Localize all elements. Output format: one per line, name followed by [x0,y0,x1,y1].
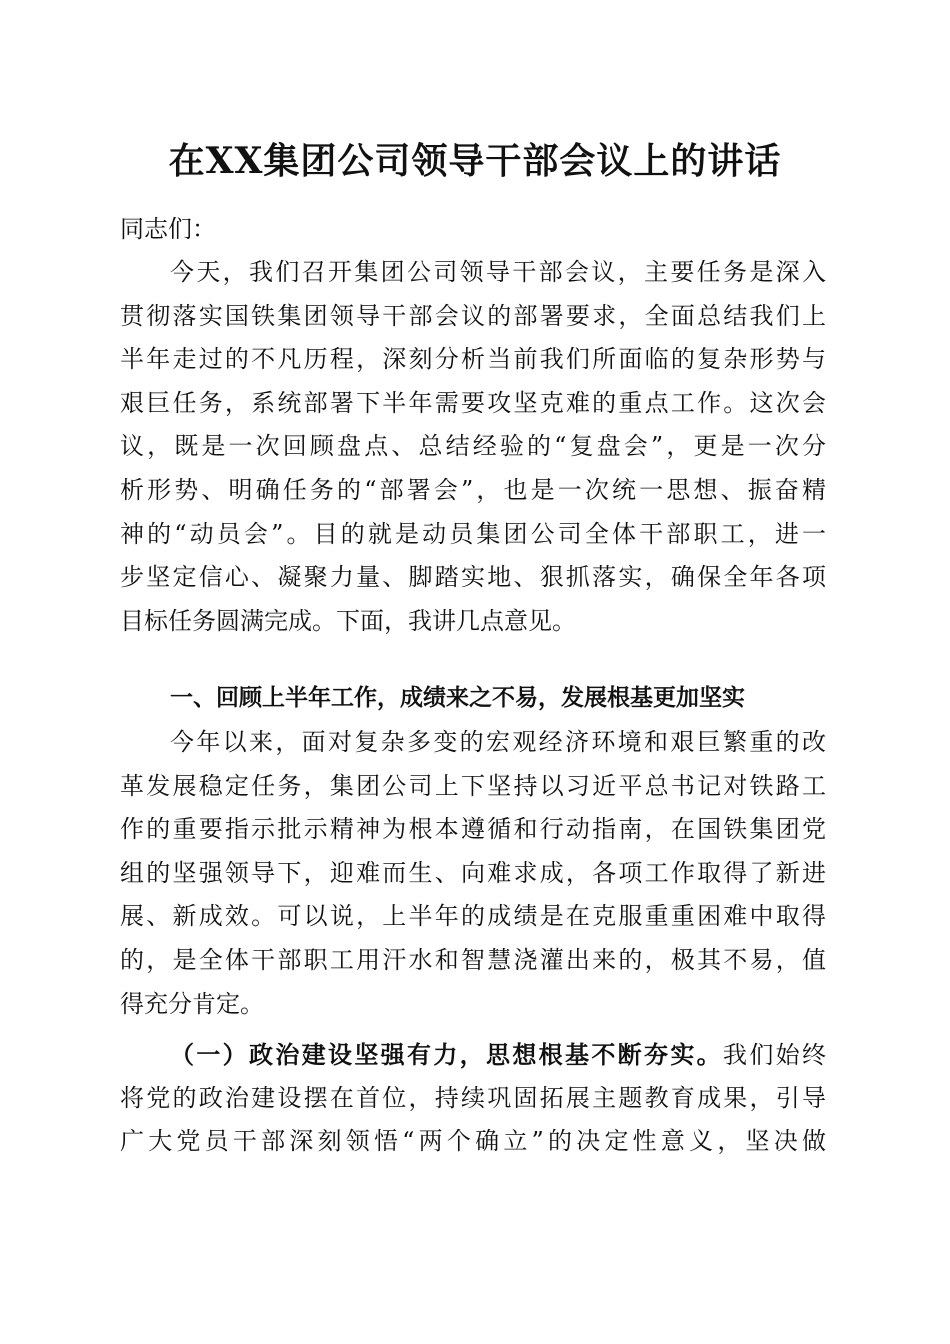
paragraph-line: 神的“动员会”。目的就是动员集团公司全体干部职工，进一 [120,519,826,548]
paragraph-line: 的，是全体干部职工用汗水和智慧浇灌出来的，极其不易，值 [120,945,826,974]
paragraph-line: 今年以来，面对复杂多变的宏观经济环境和艰巨繁重的改 [170,728,826,756]
paragraph-line: 将党的政治建设摆在首位，持续巩固拓展主题教育成果，引导 [120,1083,826,1112]
paragraph-line: 贯彻落实国铁集团领导干部会议的部署要求，全面总结我们上 [120,301,826,330]
paragraph-text: 我们始终 [723,1041,826,1069]
paragraph-line: 半年走过的不凡历程，深刻分析当前我们所面临的复杂形势与 [120,345,826,374]
salutation-block [120,208,826,252]
section-heading: 一、回顾上半年工作，成绩来之不易，发展根基更加坚实 [170,685,745,711]
intro-paragraph [120,251,826,643]
subsection-1-paragraph [120,1033,826,1164]
paragraph-line: 议，既是一次回顾盘点、总结经验的“复盘会”，更是一次分 [120,432,826,461]
paragraph-line [120,1033,826,1077]
paragraph-line: 艰巨任务，系统部署下半年需要攻坚克难的重点工作。这次会 [120,388,826,417]
paragraph-line: 目标任务圆满完成。下面，我讲几点意见。 [120,606,576,635]
paragraph-line: 组的坚强领导下，迎难而生、向难求成，各项工作取得了新进 [120,858,826,887]
subsection-heading: （一）政治建设坚强有力，思想根基不断夯实。 [170,1040,723,1069]
paragraph-line: 展、新成效。可以说，上半年的成绩是在克服重重困难中取得 [120,902,826,931]
paragraph-line: 析形势、明确任务的“部署会”，也是一次统一思想、振奋精 [120,475,826,504]
section-1-paragraph [120,721,826,1026]
paragraph-line: 步坚定信心、凝聚力量、脚踏实地、狠抓落实，确保全年各项 [120,563,826,592]
page-title: 在XX集团公司领导干部会议上的讲话 [168,140,782,182]
paragraph-line: 今天，我们召开集团公司领导干部会议，主要任务是深入 [170,258,826,286]
paragraph-line: 广大党员干部深刻领悟“两个确立”的决定性意义，坚决做 [120,1127,826,1156]
salutation: 同志们： [120,215,216,243]
section-1-heading-block [120,677,826,721]
paragraph-line: 作的重要指示批示精神为根本遵循和行动指南，在国铁集团党 [120,815,826,844]
paragraph-line: 革发展稳定任务，集团公司上下坚持以习近平总书记对铁路工 [120,771,826,800]
paragraph-line: 得充分肯定。 [120,989,264,1018]
